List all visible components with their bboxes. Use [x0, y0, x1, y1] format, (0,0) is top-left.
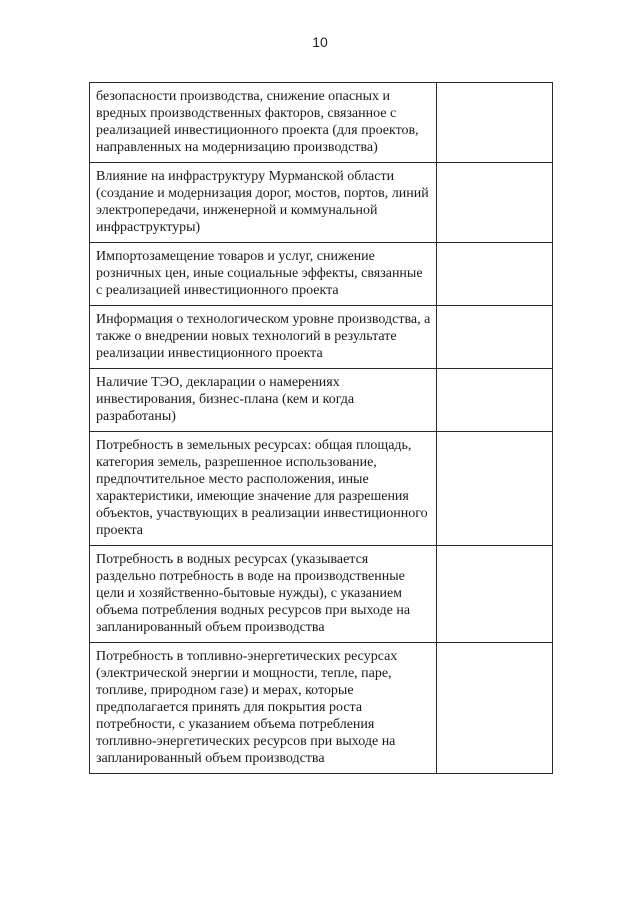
- row-label-safety: безопасности производства, снижение опасных и вредных производственных факторов, связанное с реализацией инвестиционного проекта (для проектов, направленных на модернизацию производства): [90, 83, 437, 163]
- table-row: [90, 83, 553, 163]
- row-label-energy-resources: Потребность в топливно-энергетических ресурсах (электрической энергии и мощности, тепле, паре, топливе, природном газе) и мерах, которые предполагается принять для покрытия роста потребности, с указанием объема потребления топливно-энергетических ресурсов при выходе на запланированный объем производства: [90, 643, 437, 774]
- row-value-import-substitution[interactable]: [437, 243, 553, 306]
- row-value-technology-level[interactable]: [437, 306, 553, 369]
- row-label-technology-level: Информация о технологическом уровне производства, а также о внедрении новых технологий в результате реализации инвестиционного проекта: [90, 306, 437, 369]
- row-value-infrastructure[interactable]: [437, 163, 553, 243]
- table-row: [90, 243, 553, 306]
- page-number: 10: [312, 34, 328, 50]
- row-value-water-resources[interactable]: [437, 546, 553, 643]
- row-label-infrastructure: Влияние на инфраструктуру Мурманской области (создание и модернизация дорог, мостов, портов, линий электропередачи, инженерной и коммунальной инфраструктуры): [90, 163, 437, 243]
- row-label-feasibility-docs: Наличие ТЭО, декларации о намерениях инвестирования, бизнес-плана (кем и когда разработаны): [90, 369, 437, 432]
- row-value-land-resources[interactable]: [437, 432, 553, 546]
- table-row: [90, 643, 553, 774]
- table-row: [90, 306, 553, 369]
- row-value-feasibility-docs[interactable]: [437, 369, 553, 432]
- table-row: [90, 163, 553, 243]
- investment-project-form-table: [89, 82, 553, 774]
- row-label-import-substitution: Импортозамещение товаров и услуг, снижение розничных цен, иные социальные эффекты, связанные с реализацией инвестиционного проекта: [90, 243, 437, 306]
- row-label-land-resources: Потребность в земельных ресурсах: общая площадь, категория земель, разрешенное использование, предпочтительное место расположения, иные характеристики, имеющие значение для разрешения объектов, участвующих в реализации инвестиционного проекта: [90, 432, 437, 546]
- table-row: [90, 546, 553, 643]
- table-row: [90, 369, 553, 432]
- table-row: [90, 432, 553, 546]
- row-value-energy-resources[interactable]: [437, 643, 553, 774]
- row-label-water-resources: Потребность в водных ресурсах (указывается раздельно потребность в воде на производственные цели и хозяйственно-бытовые нужды), с указанием объема потребления водных ресурсов при выходе на запланированный объем производства: [90, 546, 437, 643]
- row-value-safety[interactable]: [437, 83, 553, 163]
